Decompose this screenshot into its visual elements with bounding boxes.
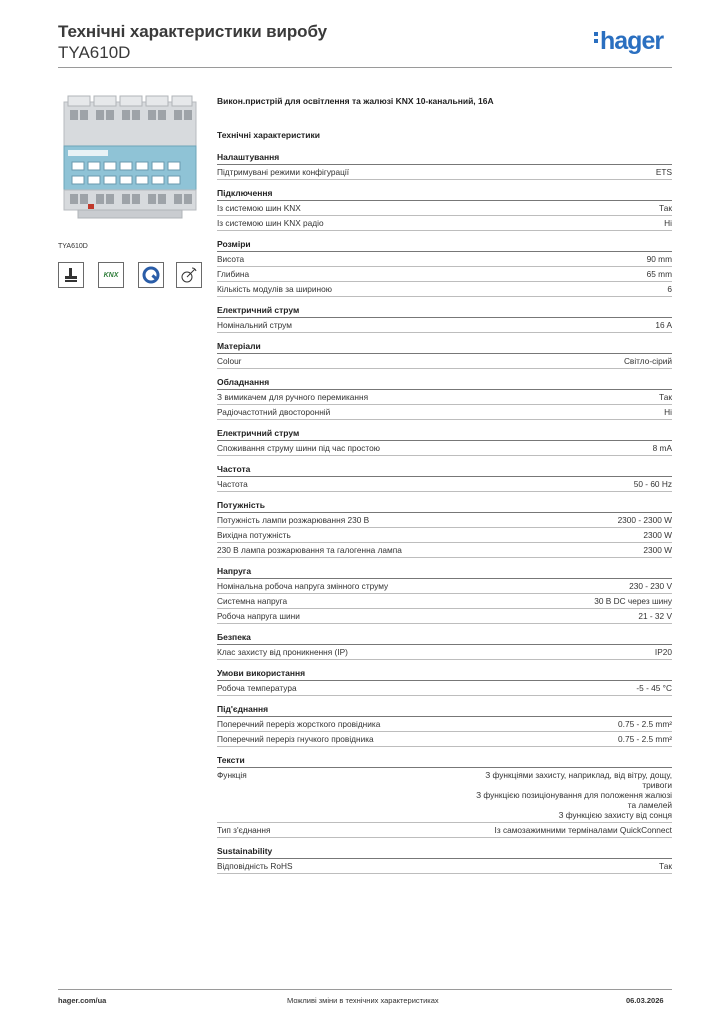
spec-value: 16 A: [655, 320, 672, 330]
spec-group: [217, 305, 672, 333]
spec-group-title: Напруга: [217, 566, 672, 579]
spec-value: 0.75 - 2.5 mm²: [618, 719, 672, 729]
spec-value: 0.75 - 2.5 mm²: [618, 734, 672, 744]
spec-label: Colour: [217, 356, 242, 366]
spec-value: 2300 - 2300 W: [617, 515, 672, 525]
spec-value: IP20: [654, 647, 672, 657]
spec-label: Робоча температура: [217, 683, 297, 693]
spec-row: [217, 609, 672, 624]
spec-group: [217, 704, 672, 747]
spec-group: [217, 755, 672, 838]
page-header: [58, 22, 327, 63]
spec-label: Тип з'єднання: [217, 825, 271, 835]
spec-row: [217, 528, 672, 543]
spec-group-title: Тексти: [217, 755, 672, 768]
spec-group: [217, 464, 672, 492]
spec-label: Кількість модулів за шириною: [217, 284, 332, 294]
spec-group-title: Потужність: [217, 500, 672, 513]
spec-row: [217, 201, 672, 216]
spec-value: Із самозажимними терміналами QuickConnect: [494, 825, 672, 835]
knx-logo-icon: [98, 262, 124, 288]
footer-website[interactable]: hager.com/ua: [58, 996, 107, 1005]
spec-value: З функціями захисту, наприклад, від вітру, дощу, тривоги З функцією позиціонування для положення жалюзі та ламелей З функцією захисту від сонця: [476, 770, 672, 820]
spec-row: [217, 216, 672, 231]
spec-row: [217, 252, 672, 267]
spec-group-title: Під'єднання: [217, 704, 672, 717]
spec-value: 8 mA: [652, 443, 672, 453]
spec-label: 230 В лампа розжарювання та галогенна лампа: [217, 545, 402, 555]
spec-group: [217, 428, 672, 456]
spec-row: [217, 282, 672, 297]
product-code: TYA610D: [58, 43, 131, 62]
footer-disclaimer: Можливі зміни в технічних характеристиках: [287, 996, 439, 1005]
spec-value: 65 mm: [646, 269, 672, 279]
footer-divider: [58, 989, 672, 990]
spec-group-title: Електричний струм: [217, 305, 672, 318]
spec-value: Ні: [664, 407, 672, 417]
footer-date: 06.03.2026: [626, 996, 664, 1005]
spec-value: Так: [659, 861, 672, 871]
radio-frequency-icon: [176, 262, 202, 288]
spec-label: Вихідна потужність: [217, 530, 291, 540]
spec-group: [217, 632, 672, 660]
spec-groups: [217, 152, 672, 874]
spec-label: З вимикачем для ручного перемикання: [217, 392, 369, 402]
spec-row: [217, 717, 672, 732]
spec-group-title: Електричний струм: [217, 428, 672, 441]
spec-row: [217, 267, 672, 282]
product-caption: TYA610D: [58, 243, 88, 250]
spec-label: Із системою шин KNX: [217, 203, 301, 213]
spec-group: [217, 152, 672, 180]
spec-group-title: Матеріали: [217, 341, 672, 354]
spec-value: Світло-сірий: [623, 356, 672, 366]
spec-value: Так: [659, 392, 672, 402]
section-title: Технічні характеристики: [217, 130, 320, 140]
header-divider: [58, 67, 672, 68]
spec-group: [217, 377, 672, 420]
hager-logo: [594, 27, 663, 56]
logo-dots-icon: [594, 29, 598, 46]
spec-row: [217, 165, 672, 180]
spec-group: [217, 500, 672, 558]
spec-label: Поперечний переріз жорсткого провідника: [217, 719, 381, 729]
spec-group-title: Розміри: [217, 239, 672, 252]
spec-row: [217, 823, 672, 838]
spec-value: Так: [659, 203, 672, 213]
spec-value: 2300 W: [643, 545, 672, 555]
spec-label: Радіочастотний двосторонній: [217, 407, 331, 417]
spec-group: [217, 566, 672, 624]
spec-label: Частота: [217, 479, 248, 489]
spec-group-title: Sustainability: [217, 846, 672, 859]
spec-row: [217, 543, 672, 558]
knx-text: KNX: [103, 271, 119, 279]
spec-label: Номінальна робоча напруга змінного струму: [217, 581, 389, 591]
spec-group-title: Умови використання: [217, 668, 672, 681]
spec-label: Поперечний переріз гнучкого провідника: [217, 734, 374, 744]
spec-value: Ні: [664, 218, 672, 228]
spec-row: [217, 354, 672, 369]
spec-label: Підтримувані режими конфігурації: [217, 167, 350, 177]
spec-row: [217, 477, 672, 492]
spec-group-title: Частота: [217, 464, 672, 477]
spec-value: 230 - 230 V: [629, 581, 672, 591]
spec-row: [217, 513, 672, 528]
spec-row: [217, 405, 672, 420]
spec-group-title: Підключення: [217, 188, 672, 201]
spec-content: [217, 96, 672, 882]
spec-row: [217, 681, 672, 696]
spec-group: [217, 846, 672, 874]
spec-label: Робоча напруга шини: [217, 611, 300, 621]
spec-value: 6: [667, 284, 672, 294]
spec-row: [217, 768, 672, 823]
spec-label: Споживання струму шини під час простою: [217, 443, 380, 453]
page-title: Технічні характеристики виробу: [58, 22, 327, 41]
spec-label: Відповідність RoHS: [217, 861, 293, 871]
spec-group-title: Налаштування: [217, 152, 672, 165]
product-description: Викон.пристрій для освітлення та жалюзі KNX 10-канальний, 16А: [217, 96, 494, 106]
spec-row: [217, 859, 672, 874]
spec-label: Потужність лампи розжарювання 230 В: [217, 515, 370, 525]
spec-label: Висота: [217, 254, 245, 264]
spec-label: Клас захисту від проникнення (IP): [217, 647, 348, 657]
spec-row: [217, 579, 672, 594]
spec-value: 50 - 60 Hz: [633, 479, 672, 489]
spec-group: [217, 341, 672, 369]
spec-value: ETS: [655, 167, 672, 177]
spec-label: Із системою шин KNX радіо: [217, 218, 324, 228]
spec-group-title: Обладнання: [217, 377, 672, 390]
spec-group: [217, 188, 672, 231]
spec-row: [217, 318, 672, 333]
spec-value: 2300 W: [643, 530, 672, 540]
spec-group: [217, 668, 672, 696]
spec-value: 30 В DC через шину: [594, 596, 672, 606]
spec-row: [217, 594, 672, 609]
spec-row: [217, 441, 672, 456]
spec-label: Номінальний струм: [217, 320, 292, 330]
spec-row: [217, 645, 672, 660]
spec-value: -5 - 45 °C: [636, 683, 672, 693]
spec-label: Системна напруга: [217, 596, 288, 606]
logo-text: hager: [600, 27, 664, 55]
spec-label: Функція: [217, 770, 247, 780]
manual-hand-icon: [58, 262, 84, 288]
spec-group: [217, 239, 672, 297]
spec-value: 90 mm: [646, 254, 672, 264]
spec-label: Глибина: [217, 269, 250, 279]
spec-row: [217, 390, 672, 405]
quality-mark-icon: [138, 262, 164, 288]
product-image: [58, 92, 202, 236]
spec-group-title: Безпека: [217, 632, 672, 645]
spec-row: [217, 732, 672, 747]
spec-value: 21 - 32 V: [638, 611, 672, 621]
